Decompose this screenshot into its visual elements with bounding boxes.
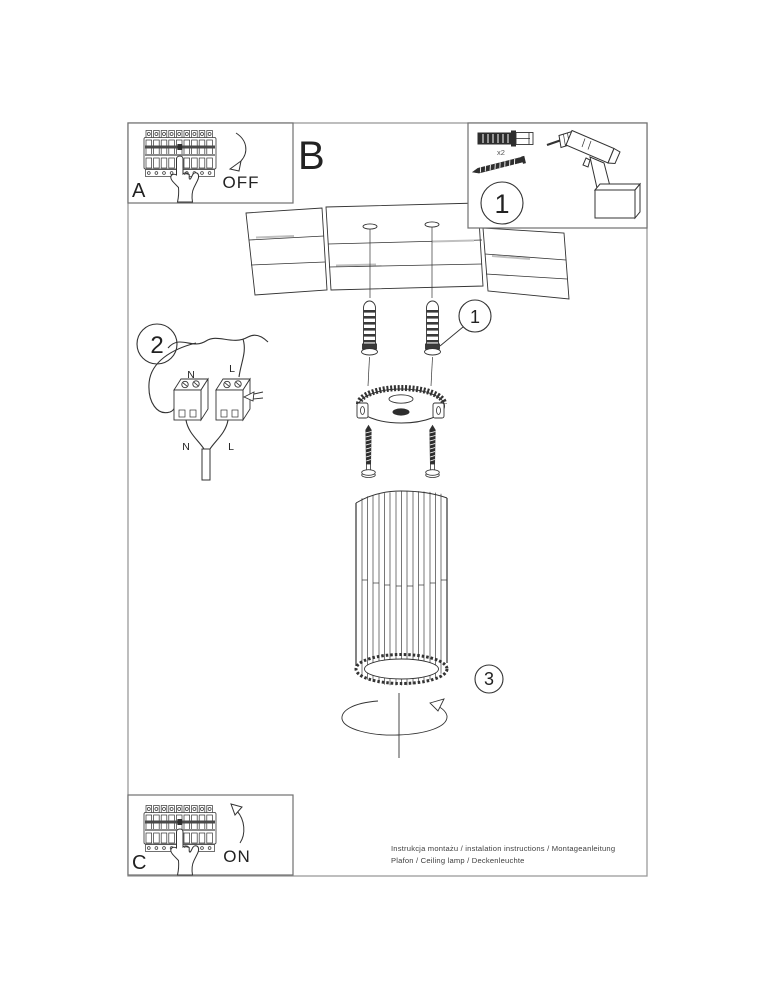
terminal-blocks-icon [174, 379, 250, 420]
drill-hole-right [425, 222, 439, 227]
wire-n-label: N [182, 441, 190, 453]
shade-callout-number: 3 [483, 669, 495, 689]
anchor-callout-badge [440, 300, 491, 346]
footer-product-line: Plafon / Ceiling lamp / Deckenleuchte [391, 856, 525, 865]
step-c-label: C [132, 852, 147, 874]
screw-icon-left [362, 426, 376, 478]
screw-qty-label: x2 [497, 148, 505, 157]
footer-instructions-line: Instrukcja montażu / instalation instructions / Montageanleitung [391, 844, 616, 853]
terminal-n-label: N [187, 369, 195, 381]
parts-step-number: 1 [494, 189, 510, 219]
anchor-callout-number: 1 [469, 307, 481, 327]
anchor-guide-lines [368, 357, 433, 386]
power-off-label: OFF [222, 173, 260, 192]
anchor-icon-left [362, 301, 378, 355]
drill-hole-left [363, 224, 377, 229]
rotation-arrow-icon [342, 693, 447, 758]
shade-callout-badge [475, 665, 503, 693]
wall-plug-icon [478, 131, 533, 147]
terminal-l-label: L [229, 363, 235, 375]
wiring-diagram [137, 324, 268, 480]
screw-icon-right [426, 426, 440, 478]
power-on-label: ON [223, 847, 251, 866]
anchor-icon-right [425, 301, 441, 355]
parts-panel [468, 123, 647, 228]
step-c-panel [128, 795, 293, 875]
power-cable [202, 449, 210, 480]
mounting-plate-icon [357, 388, 445, 423]
wire-l-label: L [228, 441, 234, 453]
step-a-label: A [132, 180, 146, 202]
lamp-shade-icon [356, 491, 447, 686]
step-a-panel [128, 123, 293, 203]
step-b-label: B [298, 134, 325, 178]
wiring-step-number: 2 [150, 332, 164, 359]
